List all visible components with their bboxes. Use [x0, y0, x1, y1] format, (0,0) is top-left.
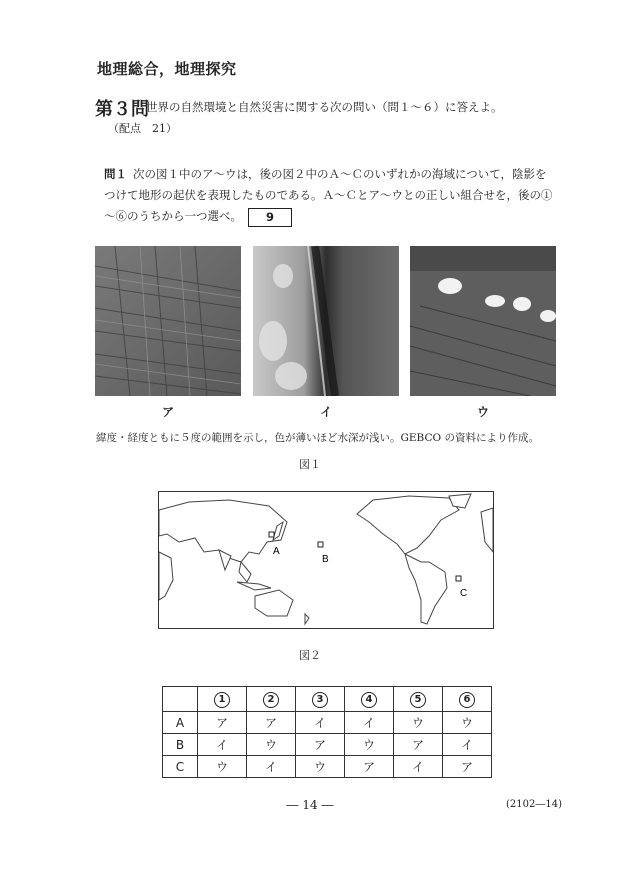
table-cell: ア [443, 756, 492, 778]
page-number: ― 14 ― [286, 798, 334, 812]
table-cell: イ [198, 734, 247, 756]
row-label: A [163, 712, 198, 734]
subject-heading: 地理総合，地理探究 [97, 60, 237, 78]
table-cell: ア [296, 734, 345, 756]
page-code: (2102―14) [506, 799, 562, 810]
relief-tile-u [410, 246, 556, 396]
table-cell: ウ [345, 734, 394, 756]
table-cell: ウ [247, 734, 296, 756]
relief-tile-a [95, 246, 241, 396]
figure1-caption: 緯度・経度ともに５度の範囲を示し，色が薄いほど水深が浅い。GEBCO の資料により作成。 [96, 432, 539, 444]
question-score: （配点 21） [108, 122, 177, 135]
table-row [163, 756, 492, 778]
table-cell: イ [443, 734, 492, 756]
subquestion-label: 問１ [104, 167, 127, 181]
tile-label-i: イ [319, 405, 332, 419]
subquestion-1 [104, 164, 554, 227]
marker-label-a: A [273, 546, 280, 557]
table-cell: ウ [443, 712, 492, 734]
figure1-title: 図１ [299, 458, 321, 471]
table-row [163, 712, 492, 734]
table-cell: ア [345, 756, 394, 778]
table-cell: イ [296, 712, 345, 734]
table-row [163, 734, 492, 756]
row-label: C [163, 756, 198, 778]
table-cell: イ [345, 712, 394, 734]
table-cell: ウ [394, 712, 443, 734]
world-map [158, 491, 494, 629]
choice-3[interactable]: 3 [296, 687, 345, 712]
answer-box[interactable]: 9 [248, 208, 292, 227]
relief-tile-i [253, 246, 399, 396]
question-intro: 世界の自然環境と自然災害に関する次の問い（問１～６）に答えよ。 [146, 100, 503, 114]
table-cell: ア [247, 712, 296, 734]
answer-table-header [163, 687, 492, 712]
table-cell: ウ [198, 756, 247, 778]
table-corner [163, 687, 198, 712]
question-number: 第３問 [95, 99, 149, 120]
marker-label-b: B [322, 554, 329, 565]
tile-label-a: ア [161, 405, 174, 419]
choice-5[interactable]: 5 [394, 687, 443, 712]
table-cell: ウ [296, 756, 345, 778]
choice-6[interactable]: 6 [443, 687, 492, 712]
marker-label-c: C [460, 588, 468, 599]
table-cell: ア [394, 734, 443, 756]
table-cell: ア [198, 712, 247, 734]
choice-1[interactable]: 1 [198, 687, 247, 712]
subquestion-text: 次の図１中のア～ウは，後の図２中のＡ～Ｃのいずれかの海域について，陰影をつけて地形の起伏を表現したものである。Ａ～Ｃとア～ウとの正しい組合せを，後の①～⑥のうちから一つ選べ。 [104, 167, 553, 223]
table-cell: イ [247, 756, 296, 778]
answer-table [162, 686, 492, 778]
figure2-title: 図２ [299, 649, 321, 662]
table-cell: イ [394, 756, 443, 778]
tile-label-u: ウ [476, 405, 489, 419]
choice-4[interactable]: 4 [345, 687, 394, 712]
choice-2[interactable]: 2 [247, 687, 296, 712]
row-label: B [163, 734, 198, 756]
